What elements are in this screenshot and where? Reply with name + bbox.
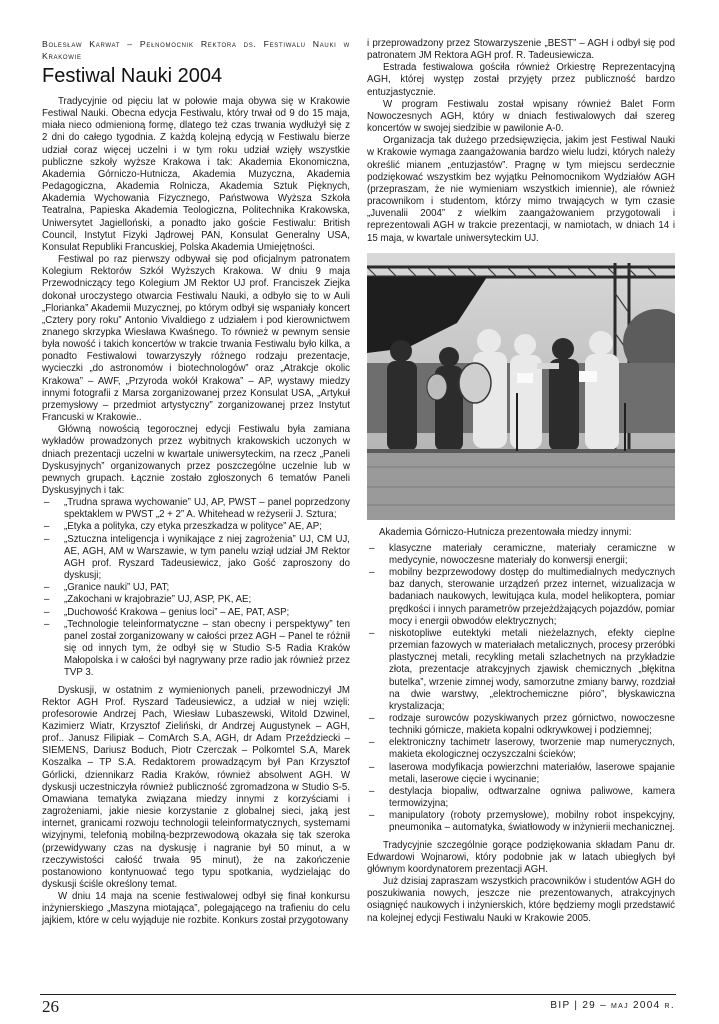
list-item: – „Sztuczna inteligencja i wynikające z niej zagrożenia” UJ, CM UJ, AE, AGH, AM w Warszawie, w tym panelu wziął udział JM Rektor AGH prof. Ryszard Tadeusiewicz, jako Gość zaproszony do dyskusji; [42, 534, 350, 583]
article-title: Festiwal Nauki 2004 [42, 65, 223, 87]
paragraph: Już dzisiaj zapraszam wszystkich pracowników i studentów AGH do poszukiwania nowych, jeszcze nie prezentowanych, atrakcyjnych osiągnięć naukowych i inżynierskich, które będziemy mogli przedstawić na kolejnej edycji Festiwalu Nauki w Krakowie 2005. [367, 876, 675, 924]
paragraph: Tradycyjnie szczególnie gorące podziękowania składam Panu dr. Edwardowi Wojnarowi, który podobnie jak w latach ubiegłych był głównym koordynatorem prezentacji AGH. [367, 839, 675, 875]
list-item: – „Etyka a polityka, czy etyka przeszkadza w polityce” AE, AP; [42, 521, 350, 533]
paragraph: Tradycyjnie od pięciu lat w połowie maja obywa się w Krakowie Festiwal Nauki. Obecna edycja Festiwalu, który trwał od 9 do 15 maja, miała nieco odmienioną formę, dlatego też czas trwania wydłużył się z 2 dni do całego tygodnia. Z każdą kolejną edycją w Festiwalu bierze udział coraz więcej uczelni i w tym roku udział wzięły wszystkie publiczne szkoły wyższe Krakowa i tak: Akademia Ekonomiczna, Akademia Górniczo-Hutnicza, Akademia Muzyczna, Akademia Pedagogiczna, Akademia Rolnicza, Akademia Sztuk Pięknych, Akademia Wychowania Fizycznego, Państwowa Wyższa Szkoła Teatralna, Papieska Akademia Teologiczna, Politechnika Krakowska, Uniwersytet Jagielloński, a ponadto jako goście Festiwalu: British Council, Instytut Fizyki Jądrowej PAN, Konsulat Generalny USA, Konsulat Republiki Francuskiej, Polska Akademia Umiejętności. [42, 96, 350, 253]
page-number: 26 [42, 997, 59, 1016]
list-item: – mobilny bezprzewodowy dostęp do multimedialnych medycznych baz danych, sterowanie urządzeń przez internet, wizualizacja w badaniach naukowych, lewitująca kula, model helikoptera, pomiar prędkości i innych parametrów przejeżdżających pojazdów, pomiar mocy i energii obwodów elektrycznych; [367, 567, 675, 628]
paragraph: W program Festiwalu został wpisany również Balet Form Nowoczesnych AGH, który w dniach festiwalowych dał szereg koncertów w swojej siedzibie w pawilonie A-0. [367, 98, 675, 135]
right-column [367, 38, 675, 925]
list-item: – rodzaje surowców pozyskiwanych przez górnictwo, nowoczesne techniki górnicze, makieta kopalni odkrywkowej i podziemnej; [367, 713, 675, 737]
list-item: – „Granice nauki” UJ, PAT; [42, 582, 350, 594]
article-byline: Bolesław Karwat – Pełnomocnik Rektora ds. Festiwalu Nauki w Krakowie [42, 39, 350, 61]
list-item: – manipulatory (roboty przemysłowe), mobilny robot inspekcyjny, pneumonika – automatyka, światłowody w inżynierii mechanicznej. [367, 810, 675, 834]
paragraph: Organizacja tak dużego przedsięwzięcia, jakim jest Festiwal Nauki w Krakowie wymaga zaangażowania bardzo wielu ludzi, których należy określić mianem „entuzjastów”. Pragnę w tym miejscu serdecznie podziękować wszystkim bez wyjątku Pełnomocnikom Wydziałów AGH (przepraszam, że nie wymieniam wszystkich imiennie), ale również pracownikom i studentom, którzy mimo trwających w tym czasie „Juvenalii 2004” z wielkim zaangażowaniem przygotowali i reprezentowali AGH w trakcie prezentacji, w namiotach, w dniach 14 i 15 maja, w kwartale uniwersyteckim UJ. [367, 135, 675, 244]
list-item: – niskotopliwe eutektyki metali nieżelaznych, efekty cieplne przemian fazowych w materiałach metalicznych, procesy przeróbki plastycznej metali, recykling metali szlachetnych na przykładzie złota, prezentacje atrakcyjnych zjawisk chemicznych „błękitna butelka”, wrzenie zimnej wody, samorzutne zmiany barwy, rozdział na dwie warstwy, „elektrochemiczne pióro”, błyskawiczna krystalizacja; [367, 628, 675, 713]
orchestra-photo-image [367, 253, 675, 520]
orchestra-photo [367, 253, 675, 520]
agh-presentations-list [367, 543, 675, 835]
panel-list [42, 497, 350, 679]
list-item: – „Trudna sprawa wychowanie” UJ, AP, PWST – panel poprzedzony spektaklem w PWST „2 + 2” A. Whitehead w reżyserii J. Sztura; [42, 497, 350, 521]
paragraph: Festiwal po raz pierwszy odbywał się pod oficjalnym patronatem Kolegium Rektorów Szkół Wyższych Krakowa. W dniu 9 maja Przewodniczący tego Kolegium JM Rektor UJ prof. Franciszek Ziejka dokonał uroczystego otwarcia Festiwalu Nauki, a odbyło się to w Auli „Florianka” Akademii Muzycznej, po którym odbył się wspaniały koncert „Cztery pory roku” Antonio Vivaldiego z udziałem i pod kierownictwem znanego skrzypka Wiesława Kwaśnego. To również w pewnym sensie była nowość i takich koncertów w trakcie trwania Festiwalu było kilka, a ponadto Festiwalowi towarzyszyły różnego rodzaju prezentacje, wycieczki „do astronomów i biotechnologów” oraz „Atrakcje okolic Krakowa” – AWF, „Przyroda wokół Krakowa” – AP, wystawy miedzy innymi fotografii z Marsa zorganizowanej przez Konsulat USA, „Artykuł przemysłowy – przedmiot artystyczny” zorganizowanej przez Instytut Francuski w Krakowie.. [42, 254, 350, 424]
left-column [42, 38, 350, 928]
list-item: – „Duchowość Krakowa – genius loci” – AE, PAT, ASP; [42, 607, 350, 619]
list-item: – elektroniczny tachimetr laserowy, tworzenie map numerycznych, makieta ekologicznej oczyszczalni ścieków; [367, 737, 675, 761]
paragraph: Dyskusji, w ostatnim z wymienionych paneli, przewodniczył JM Rektor AGH Prof. Ryszard Tadeusiewicz, a udział w niej wzięli: profesorowie Andrzej Pach, Wiesław Lubaszewski, Witold Dzwinel, Kazimierz Wiatr, Krzysztof Zieliński, dr Andrzej Augustynek – AGH, prof.. Janusz Filipiak – ComArch S.A, AGH, dr Adam Przeździecki – SIEMENS, Dariusz Boduch, Piotr Czerczak – Polkomtel S.A, Marek Koszalka – TP S.A. Redaktorem prowadzącym był Pan Krzysztof Górlicki, dziennikarz Radia Kraków, również absolwent AGH. W dyskusji uczestniczyła również publiczność zgromadzona w Studio S-5. Omawiana tematyka związana miedzy innymi z korzyściami i zagrożeniami, jakie niesie korzystanie z globalnej sieci, jaką jest internet, granicami rozwoju technologii teleinformatycznych, systemami wizyjnymi, telefonią mobilną-bezprzewodową okazała się tak szeroka (przewidywany czas na dyskusję i nagranie był 50 minut, a w rzeczywistości całość trwała 95 minut), że na zakończenie postanowiono kontynuować tego typu spotkania, wydzielając do dyskusji ściśle określony temat. [42, 684, 350, 890]
running-title: BIP | 29 – maj 2004 r. [550, 1000, 675, 1011]
paragraph: Estrada festiwalowa gościła również Orkiestrę Reprezentacyjną AGH, której występ został przyjęty przez publiczność bardzo entuzjastycznie. [367, 62, 675, 98]
list-item: – „Technologie teleinformatyczne – stan obecny i perspektywy” ten panel został zorganizowany w całości przez AGH – Panel te różnił się od innych tym, że odbył się w Studio S-5 Radia Kraków Małopolska i w całości był nagrywany prze radio jak również przez TVP 3. [42, 619, 350, 680]
photo-caption: Akademia Górniczo-Hutnicza prezentowała miedzy innymi: [379, 526, 632, 538]
list-item: – „Zakochani w krajobrazie” UJ, ASP, PK, AE; [42, 594, 350, 606]
paragraph: Główną nowością tegorocznej edycji Festiwalu była zamiana wykładów prowadzonych przez wybitnych krakowskich uczonych w dniach prezentacji uczelni w kwartale uniwersyteckim, na rzecz „Paneli Dyskusyjnych” organizowanych przez poszczególne uczelnie lub w pewnych grupach. Łącznie zostało zgłoszonych 6 tematów Paneli Dyskusyjnych i tak: [42, 424, 350, 496]
paragraph: i przeprowadzony przez Stowarzyszenie „BEST” – AGH i odbył się pod patronatem JM Rektora AGH prof. R. Tadeusiewicza. [367, 38, 675, 62]
list-item: – laserowa modyfikacja powierzchni materiałów, laserowe spajanie metali, laserowe cięcie i wycinanie; [367, 762, 675, 786]
footer-rule [40, 994, 676, 995]
paragraph: W dniu 14 maja na scenie festiwalowej odbył się finał konkursu inżynierskiego „Maszyna miotająca”, polegającego na trafieniu do celu jajkiem, które w celu wyjąduje nie rozbite. Konkurs został przygotowany [42, 891, 350, 927]
list-item: – destylacja biopaliw, odtwarzalne ogniwa paliwowe, kamera termowizyjna; [367, 786, 675, 810]
list-item: – klasyczne materiały ceramiczne, materiały ceramiczne w medycynie, nowoczesne materiały do konwersji energii; [367, 543, 675, 567]
